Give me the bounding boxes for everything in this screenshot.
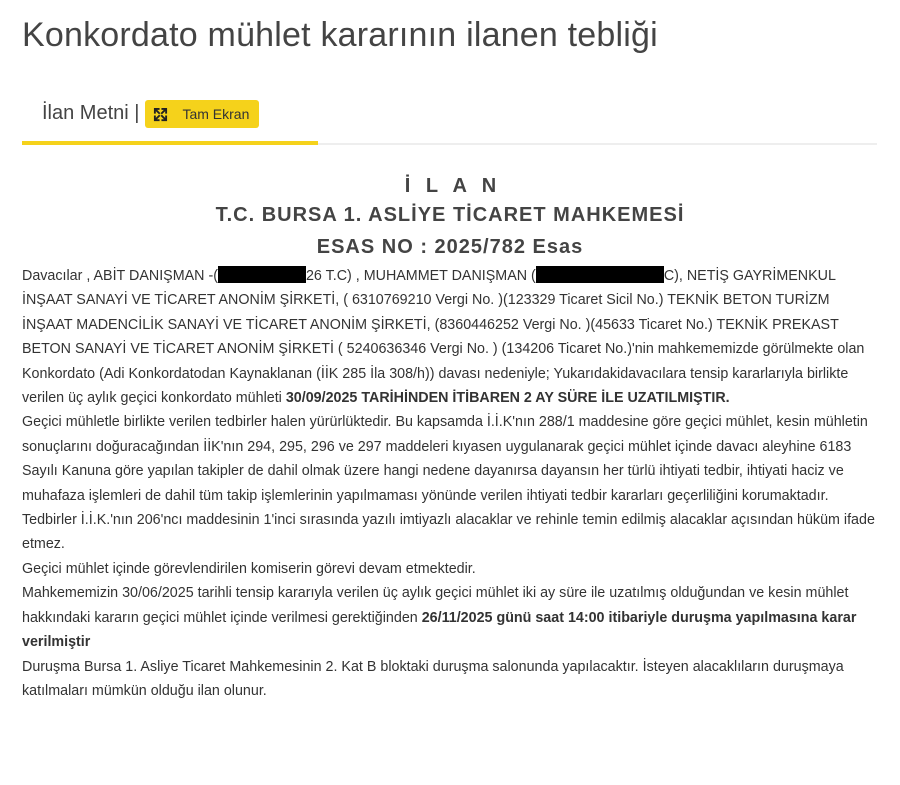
hearing-date: 26/11/2025 günü saat 14:00 itibariyle duruşma yapılmasına karar verilmiştir [22, 609, 857, 651]
parties-text-3: C), NETİŞ GAYRİMENKUL İNŞAAT SANAYİ VE TİCARET ANONİM ŞİRKETİ, ( 6310769210 Vergi No. )(123329 Ticaret Sicil No.) TEKNİK BETON TURİZM İNŞAAT MADENCİLİK SANAYİ VE TİCARET ANONİM ŞİRKETİ, (8360446252 Vergi No. )(45633 Ticaret No.) TEKNİK PREKAST BETON SANAYİ VE TİCARET ANONİM ŞİRKETİ ( 5240636346 Vergi No. ) (134206 Ticaret No.)'nin mahkememizde görülmekte olan Konkordato (Adi Konkordatodan Kaynaklanan (İİK 285 İla 308/h)) davası nedeniyle; Yukarıdakidavacılara tensip kararlarıyla birlikte verilen üç aylık geçici konkordato mühleti [22, 268, 865, 407]
fullscreen-button-label: Tam Ekran [182, 106, 250, 122]
page-title: Konkordato mühlet kararının ilanen tebliği [22, 16, 658, 54]
parties-text-2: 26 T.C) , MUHAMMET DANIŞMAN ( [305, 268, 536, 284]
paragraph-venue: Duruşma Bursa 1. Asliye Ticaret Mahkemesinin 2. Kat B bloktaki duruşma salonunda yapılacaktır. İsteyen alacaklıların duruşmaya katılmaları mümkün olduğu ilan olunur. [22, 658, 844, 699]
tab-ilan-metni-label: İlan Metni | [42, 102, 140, 124]
notice-heading: İ L A N [404, 175, 502, 197]
hearing-text: Mahkememizin 30/06/2025 tarihli tensip kararıyla verilen üç aylık geçici mühlet iki ay süre ile uzatılmış olduğundan ve kesin mühlet hakkındaki kararın geçici mühlet içinde verilmesi gerektiğinden [22, 585, 849, 626]
redaction-bar [218, 266, 306, 283]
expand-icon [153, 107, 168, 122]
paragraph-measures: Geçici mühletle birlikte verilen tedbirler halen yürürlüktedir. Bu kapsamda İ.İ.K'nın 288/1 maddesine göre geçici mühlet, kesin mühletin sonuçlarını doğuracağından İİK'nın 294, 295, 296 ve 297 maddeleri kıyasen uygulanarak geçici mühlet içinde davacı aleyhine 6183 Sayılı Kanuna göre yapılan takipler de dahil olmak üzere hangi nedene dayanırsa dayansın her türlü ihtiyati tedbir, ihtiyati haciz ve muhafaza işlemleri de dahil tüm takip işlemlerinin yapılmaması yönünde verilen ihtiyati tedbir kararları geçerliliğini korumaktadır. [22, 414, 868, 504]
extension-decision: 30/09/2025 TARİHİNDEN İTİBAREN 2 AY SÜRE İLE UZATILMIŞTIR. [285, 390, 730, 407]
tab-bar-divider [318, 143, 877, 145]
paragraph-exceptions: Tedbirler İ.İ.K.'nın 206'ncı maddesinin 1'inci sırasında yazılı imtiyazlı alacaklar ve rehinle temin edilmiş alacaklar açısından hüküm ifade etmez. [22, 512, 875, 553]
tab-ilan-metni[interactable] [22, 95, 318, 145]
paragraph-parties [22, 264, 878, 410]
fullscreen-button[interactable] [145, 100, 259, 128]
redaction-bar [536, 266, 664, 283]
notice-content [22, 172, 878, 703]
court-name: T.C. BURSA 1. ASLİYE TİCARET MAHKEMESİ [215, 204, 685, 226]
paragraph-hearing [22, 581, 878, 654]
paragraph-commissioner: Geçici mühlet içinde görevlendirilen komiserin görevi devam etmektedir. [22, 560, 476, 577]
parties-text-1: Davacılar , ABİT DANIŞMAN -( [22, 268, 218, 284]
tab-bar [22, 95, 877, 145]
case-number: ESAS NO : 2025/782 Esas [316, 236, 584, 258]
notice-body [22, 264, 878, 703]
